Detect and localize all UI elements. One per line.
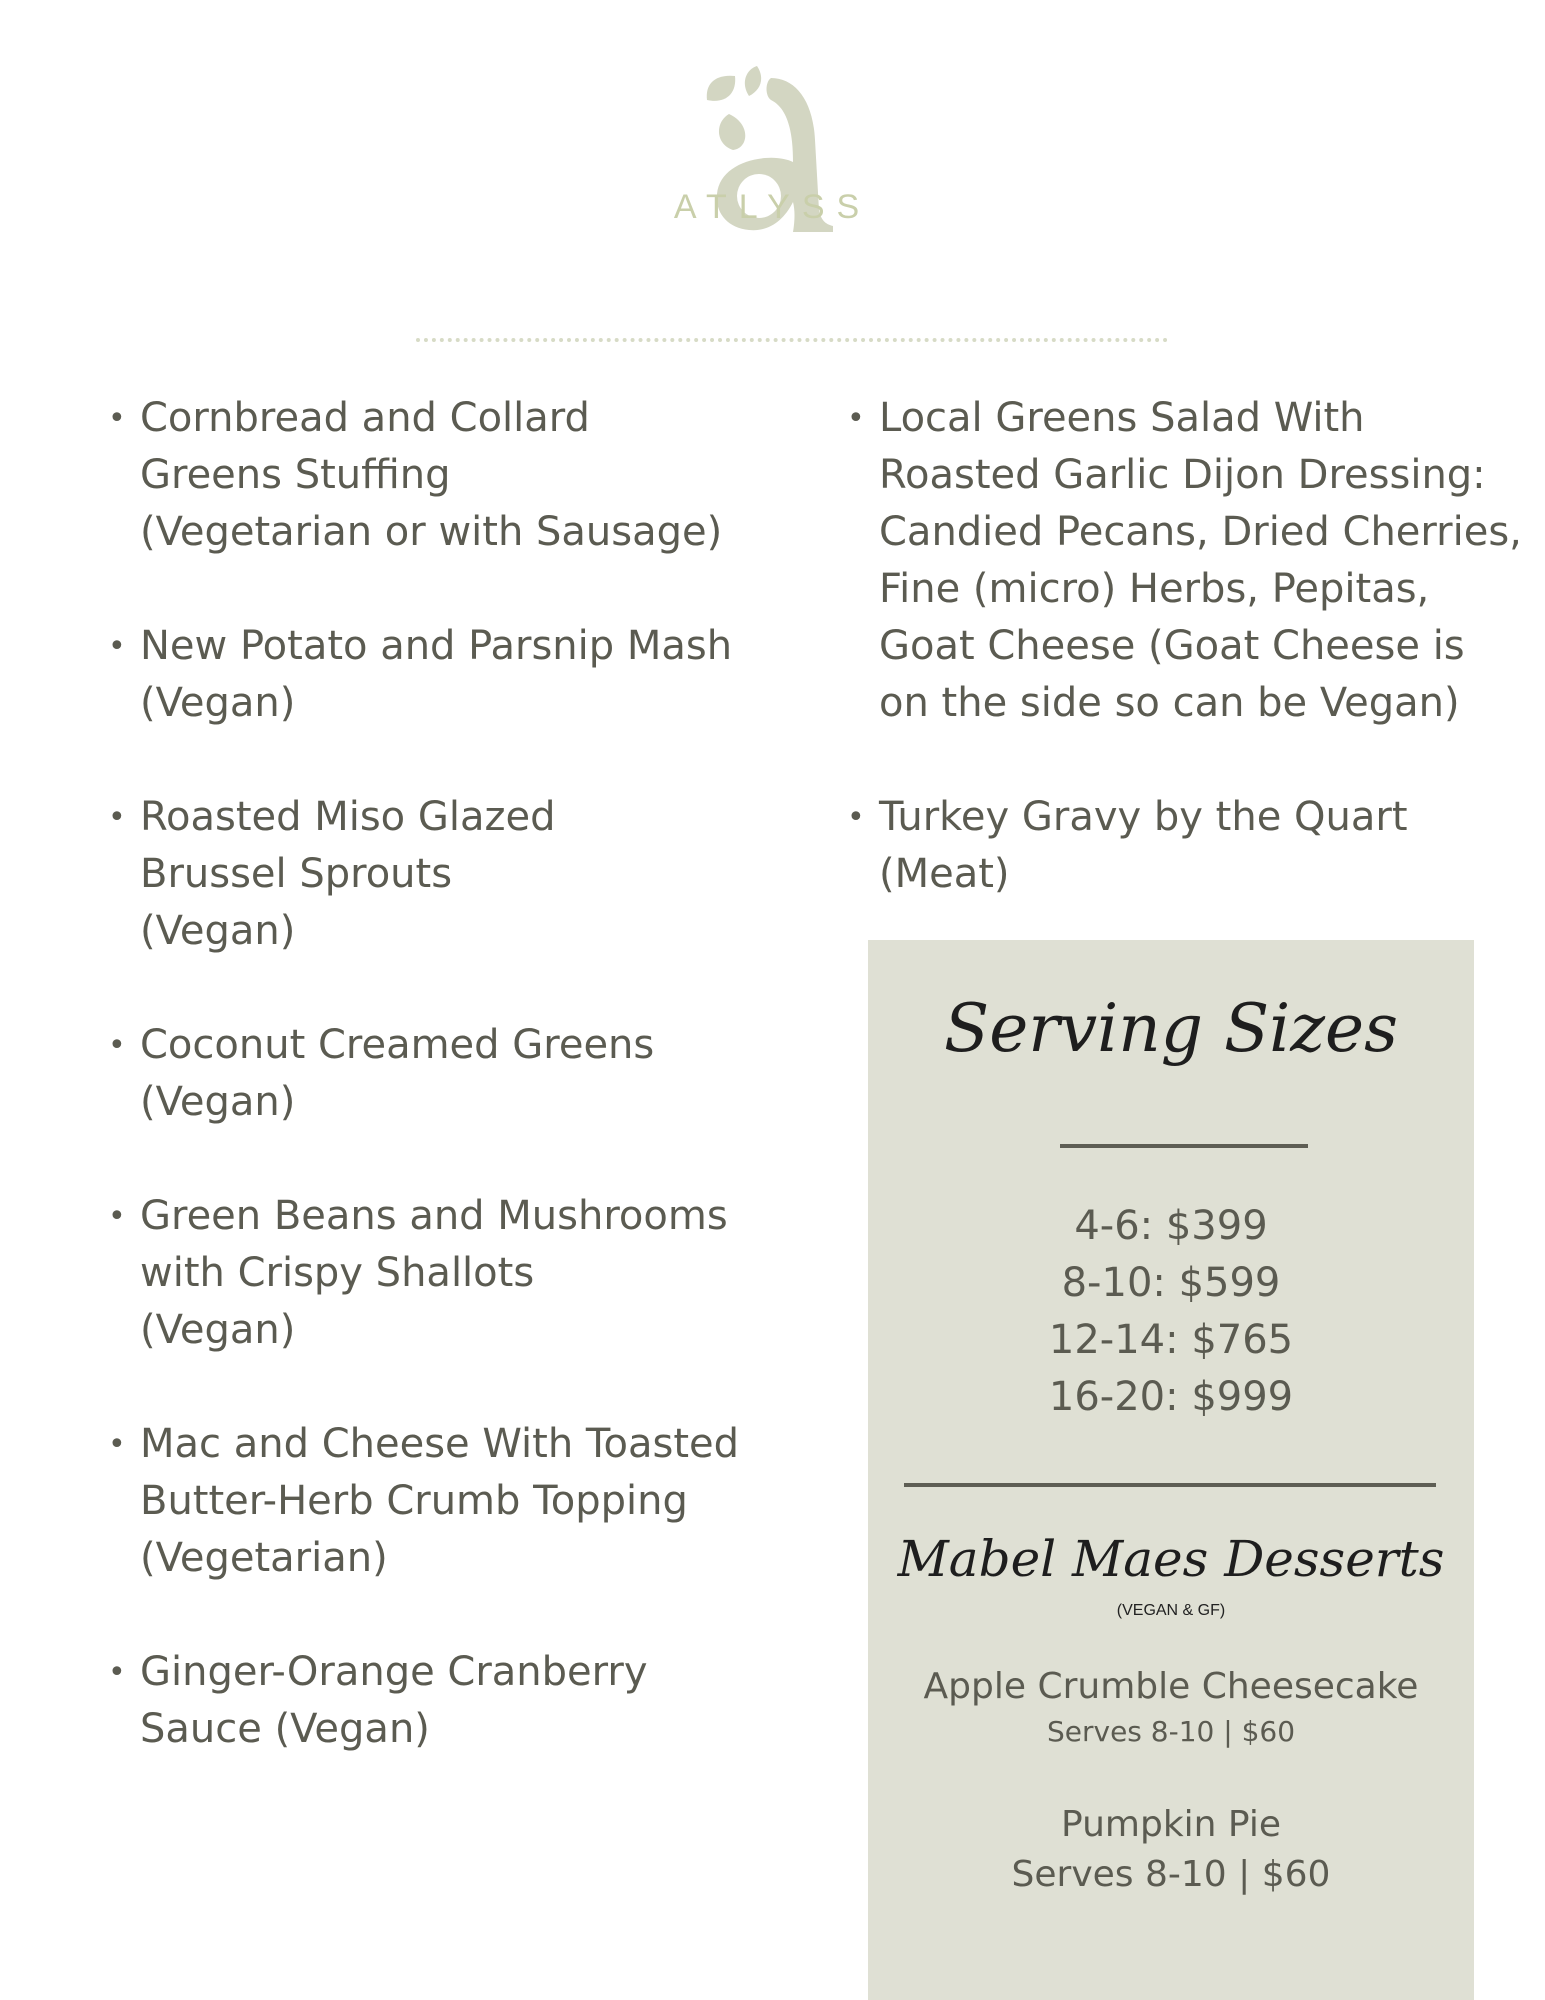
long-divider [904, 1483, 1436, 1487]
dessert-name: Apple Crumble Cheesecake [923, 1666, 1419, 1707]
serving-sizes-list [868, 1198, 1474, 1426]
desserts-title: Mabel Maes Desserts [897, 1530, 1445, 1588]
menu-item: • Coconut Creamed Greens (Vegan) [108, 1017, 758, 1131]
menu-left-list [108, 390, 758, 1815]
brand-name: ATLYSS [673, 188, 872, 226]
serving-size: 8-10: $599 [1061, 1260, 1281, 1306]
menu-right-list [847, 390, 1527, 960]
brand-logo [650, 60, 900, 290]
dessert-item [868, 1800, 1474, 1900]
dessert-name: Pumpkin Pie [1061, 1804, 1281, 1845]
dotted-divider [416, 338, 1168, 342]
menu-item: • Ginger-Orange Cranberry Sauce (Vegan) [108, 1644, 758, 1758]
dessert-detail: Serves 8-10 | $60 [1011, 1854, 1331, 1895]
menu-item: • Local Greens Salad With Roasted Garlic Dijon Dressing: Candied Pecans, Dried Cherries, Fine (micro) Herbs, Pepitas, Goat Cheese (Goat Cheese is on the side so can be Vegan) [847, 390, 1527, 732]
serving-size: 12-14: $765 [1048, 1317, 1294, 1363]
serving-sizes-title: Serving Sizes [944, 990, 1398, 1067]
serving-size: 16-20: $999 [1048, 1374, 1294, 1420]
menu-item: • Mac and Cheese With Toasted Butter-Herb Crumb Topping (Vegetarian) [108, 1416, 758, 1587]
menu-item: • New Potato and Parsnip Mash (Vegan) [108, 618, 758, 732]
dessert-detail: Serves 8-10 | $60 [1046, 1715, 1296, 1748]
menu-item: • Roasted Miso Glazed Brussel Sprouts (Vegan) [108, 789, 758, 960]
dessert-item [868, 1662, 1474, 1752]
menu-item: • Green Beans and Mushrooms with Crispy Shallots (Vegan) [108, 1188, 758, 1359]
serving-size: 4-6: $399 [1074, 1203, 1268, 1249]
short-divider [1060, 1144, 1308, 1148]
desserts-note: (VEGAN & GF) [1116, 1602, 1226, 1619]
menu-item: • Turkey Gravy by the Quart (Meat) [847, 789, 1527, 903]
serving-panel [868, 940, 1474, 2000]
menu-item: • Cornbread and Collard Greens Stuffing (Vegetarian or with Sausage) [108, 390, 758, 561]
